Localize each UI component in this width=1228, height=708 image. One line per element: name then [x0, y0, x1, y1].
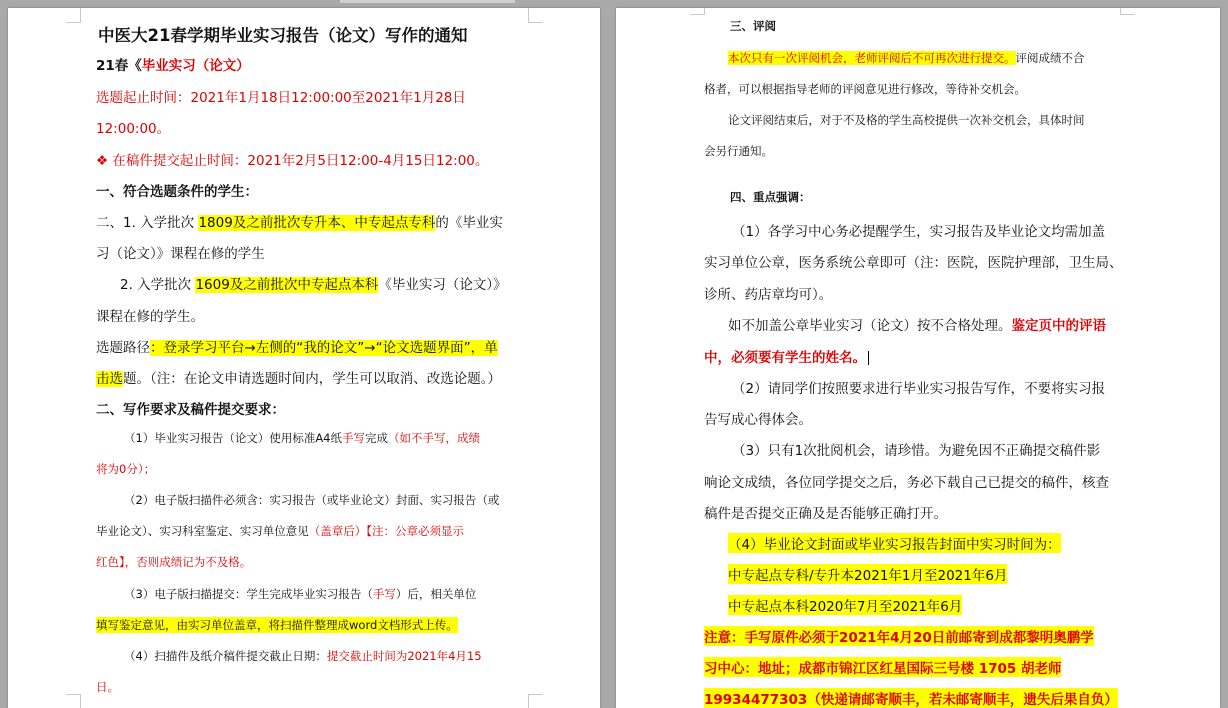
req3-handwrite: 手写 [372, 587, 396, 601]
course-line [96, 54, 250, 74]
path-highlight: ：登录学习平台→左侧的“我的论文”→“论文选题界面”，单 [150, 340, 498, 356]
review-paragraph [728, 50, 1085, 66]
requirement-3 [124, 586, 476, 602]
key-point-2-line2: 告写成心得体会。 [704, 412, 812, 428]
requirement-1 [124, 430, 480, 446]
eligibility-item-2-line2: 课程在修的学生。 [96, 309, 204, 325]
path-line2-rest: 题。（注：在论文申请选题时间内，学生可以取消、改选论题。） [123, 371, 501, 387]
key-point-3-line3: 稿件是否提交正确及是否能够正确打开。 [704, 506, 947, 522]
margin-corner-mark [1120, 8, 1135, 15]
req1-warning: （如不手写，成绩 [388, 431, 480, 445]
requirement-3-line2: 填写鉴定意见，由实习单位盖章，将扫描件整理成word文档形式上传。 [96, 618, 458, 632]
margin-corner-mark [66, 694, 81, 708]
notice-line1: 注意：手写原件必须于2021年4月20日前邮寄到成都黎明奥鹏学 [704, 626, 1094, 646]
requirement-2: （2）电子版扫描件必须含：实习报告（或毕业论文）封面、实习报告（或 [124, 493, 500, 507]
review-paragraph-2-line2: 会另行通知。 [704, 144, 773, 158]
key-point-1-paragraph-2 [728, 314, 1106, 334]
section-3-heading: 三、评阅 [730, 19, 776, 33]
key-point-4 [728, 533, 1061, 553]
req4-deadline: 提交截止时间为2021年4月15 [326, 649, 482, 663]
stamp-requirement: 如不加盖公章毕业实习（论文）按不合格处理。 [728, 318, 1012, 334]
req1-handwrite: 手写 [342, 431, 365, 445]
eligibility-item-1-line2: 习（论文）》课程在修的学生 [96, 246, 265, 262]
req3-text-end: ）后，相关单位 [395, 587, 477, 601]
eligibility-item-1 [96, 211, 503, 231]
manuscript-time: ❖ 在稿件提交起止时间：2021年2月5日12:00-4月15日12:00。 [96, 153, 489, 169]
notice-line2: 习中心：地址；成都市锦江区红星国际三号楼 1705 胡老师 [704, 657, 1061, 677]
margin-corner-mark [528, 694, 543, 708]
key-point-4-line2: 中专起点专科/专升本2021年1月至2021年6月 [728, 564, 1007, 584]
eligibility-item-2 [120, 273, 507, 293]
text-cursor [868, 351, 869, 365]
comment-requirement: 鉴定页中的评语 [1011, 318, 1106, 334]
path-prefix: 选题路径 [96, 340, 150, 356]
review-highlight: 本次只有一次评阅机会，老师评阅后不可再次进行提交。 [728, 51, 1016, 65]
key-point-1: （1）各学习中心务必提醒学生，实习报告及毕业论文均需加盖 [732, 224, 1106, 240]
req2-note: 【注：公章必须显示 [366, 524, 464, 538]
section-1-heading: 一、符合选题条件的学生： [96, 184, 258, 200]
requirement-1-line2: 将为0分）； [96, 462, 156, 476]
item2-suffix: 《毕业实习（论文）》 [378, 277, 507, 293]
item2-prefix: 2. 入学批次 [120, 277, 196, 293]
section-4-heading: 四、重点强调： [730, 190, 811, 204]
item1-highlight: 1809及之前批次专升本、中专起点专科 [198, 215, 436, 231]
course-prefix: 21春《 [96, 58, 142, 74]
margin-corner-mark [690, 8, 705, 15]
key-point-3-line2: 响论文成绩，各位同学提交之后，务必下载自己已提交的稿件，核查 [704, 475, 1109, 491]
notice-line3: 19934477303（快递请邮寄顺丰，若未邮寄顺丰，遗失后果自负） [704, 688, 1118, 708]
item1-prefix: 二、1. 入学批次 [96, 215, 199, 231]
section-2-heading: 二、写作要求及稿件提交要求： [96, 402, 285, 418]
key-point-3: （3）只有1次批阅机会，请珍惜。为避免因不正确提交稿件影 [732, 443, 1101, 459]
key-point-4-line3: 中专起点本科2020年7月至2021年6月 [728, 595, 962, 615]
key-point-1-line2: 实习单位公章，医务系统公章即可（注：医院，医院护理部，卫生局、 [704, 255, 1123, 271]
selection-path [96, 336, 498, 356]
key-point-1-line3: 诊所、药店章均可）。 [704, 287, 833, 303]
document-title: 中医大21春学期毕业实习报告（论文）写作的通知 [98, 26, 468, 45]
document-page-right [616, 8, 1220, 708]
requirement-2-line2 [96, 523, 464, 539]
requirement-2-line3: 红色】，否则成绩记为不及格。 [96, 555, 252, 569]
review-paragraph-line2: 格者，可以根据指导老师的评阅意见进行修改，等待补交机会。 [704, 82, 1026, 96]
review-paragraph-2: 论文评阅结束后，对于不及格的学生高校提供一次补交机会，具体时间 [728, 113, 1085, 127]
student-name-requirement: 中，必须要有学生的姓名。 [704, 350, 866, 366]
key-point-4-text: 毕业论文封面或毕业实习报告封面中实习时间为： [763, 537, 1061, 553]
topic-time-line2: 12:00:00。 [96, 121, 171, 137]
req3-text: （3）电子版扫描提交：学生完成毕业实习报告（ [124, 587, 373, 601]
margin-corner-mark [66, 8, 81, 23]
review-rest: 评阅成绩不合 [1015, 51, 1085, 65]
course-name: 毕业实习（论文） [141, 58, 250, 74]
item1-suffix: 的《毕业实 [435, 215, 503, 231]
document-page-left [8, 8, 600, 708]
requirement-4 [124, 648, 482, 664]
requirement-4-line2: 日。 [96, 680, 119, 694]
req2-stamped: （盖章后） [308, 524, 367, 538]
req1-complete: 完成 [365, 431, 388, 445]
req4-text: （4）扫描件及纸介稿件提交截止日期： [124, 649, 327, 663]
selection-path-line2 [96, 367, 501, 387]
path-line2-highlight: 击选 [96, 371, 123, 387]
req2-text: 毕业论文）、实习科室鉴定、实习单位意见 [96, 524, 309, 538]
topic-time-line1: 选题起止时间：2021年1月18日12:00:00至2021年1月28日 [96, 90, 466, 106]
key-point-2: （2）请同学们按照要求进行毕业实习报告写作，不要将实习报 [732, 381, 1106, 397]
top-scroll-indicator[interactable] [340, 0, 515, 3]
margin-corner-mark [528, 8, 543, 23]
req1-text: （1）毕业实习报告（论文）使用标准A4纸 [124, 431, 342, 445]
key-point-1-paragraph-2-line2 [704, 346, 869, 366]
key-point-4-number: （4） [728, 537, 764, 553]
item2-highlight: 1609及之前批次中专起点本科 [195, 277, 379, 293]
